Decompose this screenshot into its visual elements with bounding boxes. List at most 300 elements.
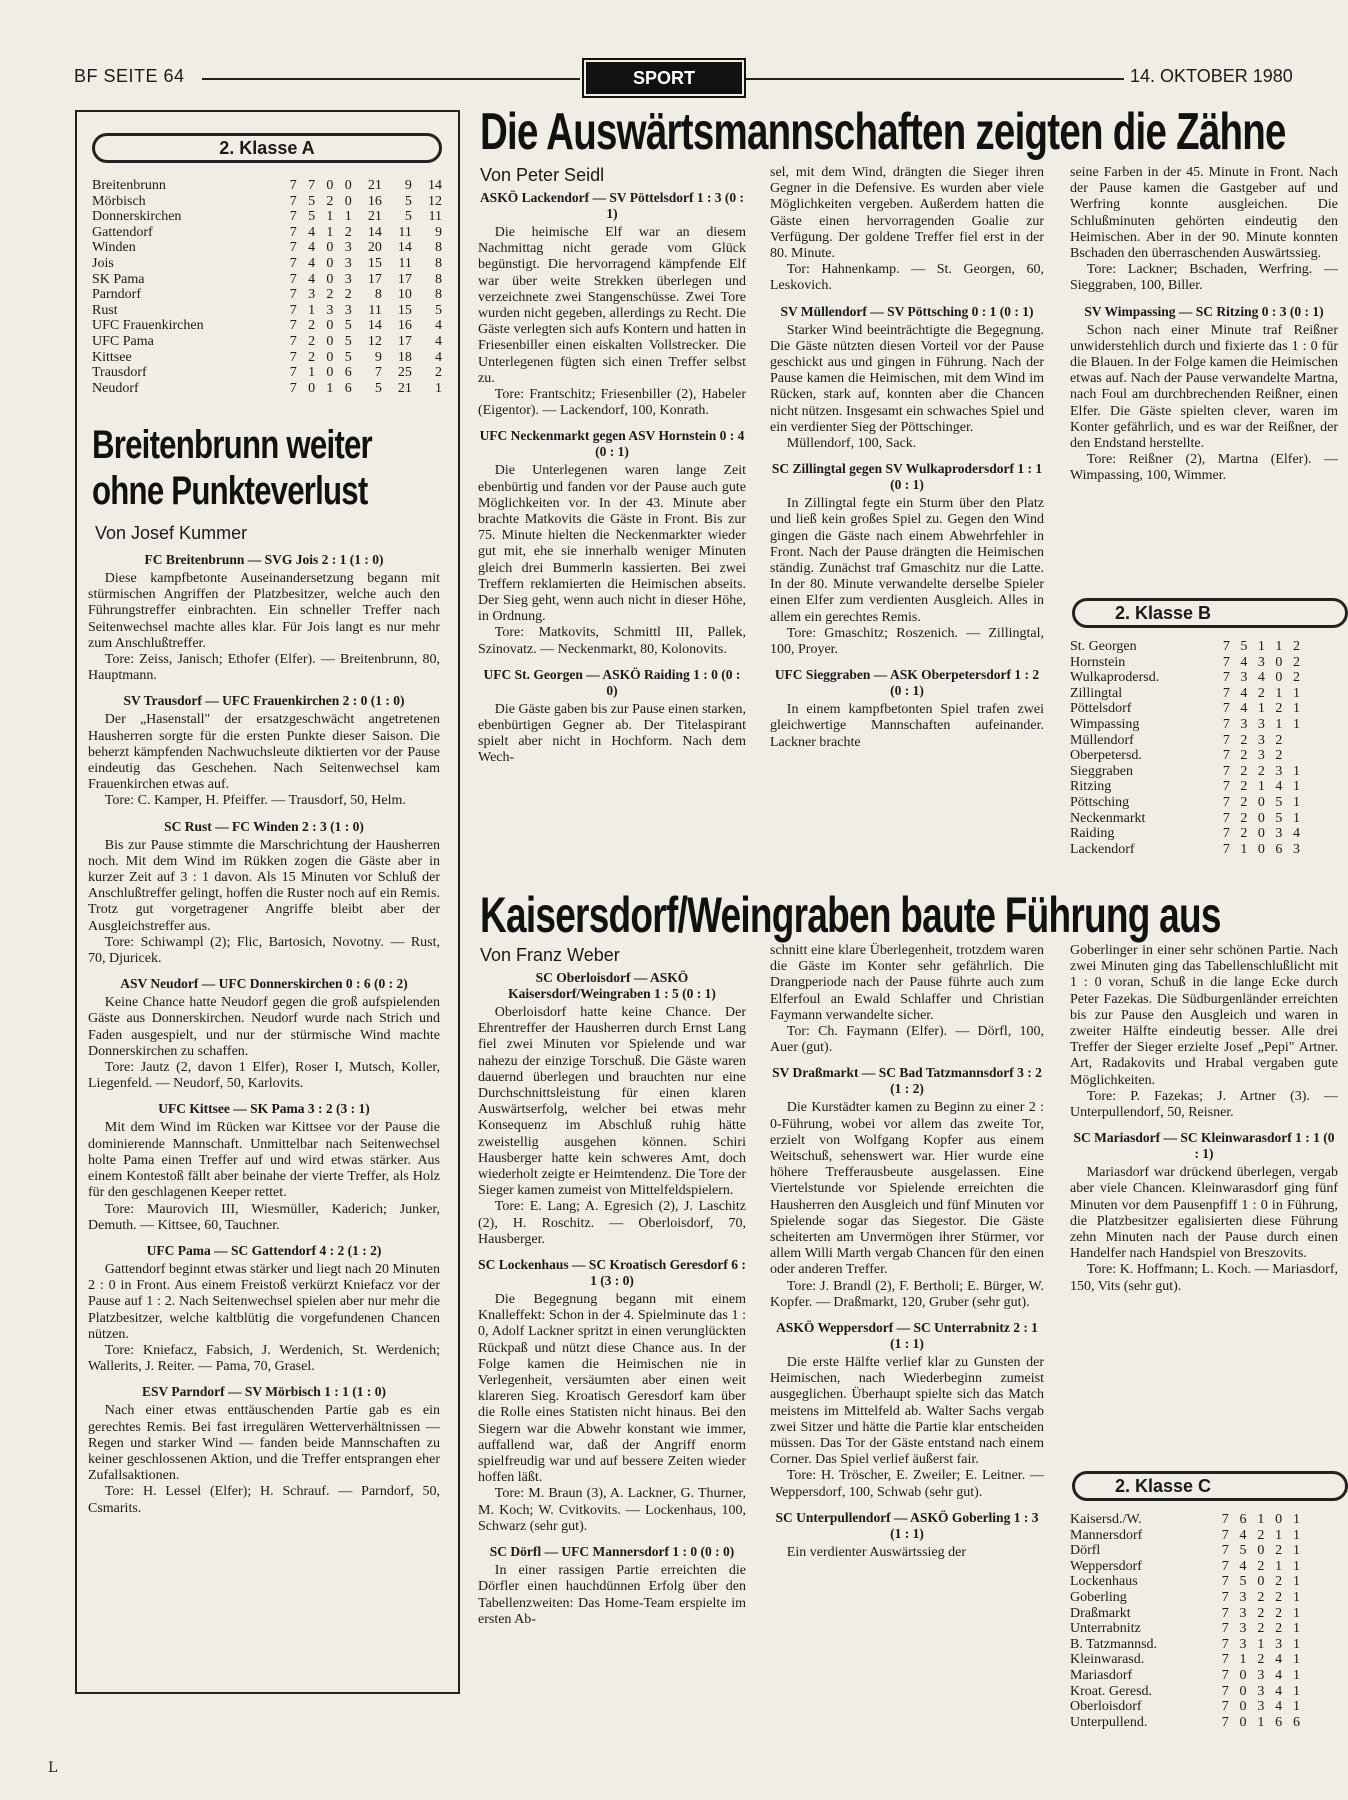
stat-cell: 1 (1293, 1512, 1300, 1527)
stat-cell: 1 (1239, 1652, 1247, 1668)
table-row (1070, 701, 1300, 717)
stat-cell: 1 (1293, 1543, 1300, 1559)
stat-cell: 1 (308, 365, 316, 381)
team-name: Lockenhaus (1070, 1574, 1138, 1590)
stat-cell: 4 (1239, 1527, 1247, 1543)
stat-cell: 4 (1240, 701, 1248, 717)
stat-cell: 2 (1240, 779, 1248, 795)
team-name: Hornstein (1070, 654, 1126, 670)
table-row (92, 303, 442, 319)
stat-cell: 21 (397, 380, 412, 396)
stat-cell: 5 (344, 333, 352, 349)
stat-cell: 4 (1293, 826, 1300, 842)
stat-cell: 2 (1240, 810, 1248, 826)
stat-cell (1282, 733, 1300, 749)
table-row (1070, 1621, 1300, 1637)
corner-mark: L (48, 1760, 58, 1776)
match-scorers: Tore: Frantschitz; Friesenbiller (2), Habeler (Eigentor). — Lackendorf, 100, Konrath. (478, 387, 746, 419)
table-row (1070, 779, 1300, 795)
stat-cell: 1 (326, 209, 334, 225)
table-row (1070, 1652, 1300, 1668)
stat-cell: 3 (1257, 1683, 1265, 1699)
stat-cell: 7 (1222, 841, 1230, 857)
stat-cell: 1 (1257, 1714, 1265, 1730)
stat-cell: 11 (428, 209, 442, 225)
stat-cell: 7 (308, 178, 316, 193)
stat-cell: 7 (1221, 1636, 1229, 1652)
match-scorers: Tore: Gmaschitz; Roszenich. — Zillingtal, 100, Proyer. (770, 625, 1044, 658)
stat-cell: 0 (1239, 1699, 1247, 1715)
stat-cell: 3 (1257, 748, 1265, 764)
klasse-b-table (1070, 639, 1300, 857)
stat-cell: 2 (1257, 763, 1265, 779)
stat-cell: 0 (1257, 794, 1265, 810)
stat-cell: 7 (1221, 1652, 1229, 1668)
match-heading: UFC Pama — SC Gattendorf 4 : 2 (1 : 2) (146, 1242, 382, 1258)
match-heading: SC Oberloisdorf — ASKÖ Kaisersdorf/Weingraben 1 : 5 (0 : 1) (508, 970, 716, 1001)
stat-cell: 7 (1221, 1605, 1229, 1621)
stat-cell: 1 (1293, 1683, 1300, 1699)
match-report: Schon nach einer Minute traf Reißner unwiderstehlich durch und fixierte das 1 : 0 für die Blauen. In der Folge kamen die Heimischen etwas auf. Nach der Pause verwandelte Martna, nach Foul am durchbrechenden Reißner, einen Elfer. Die Gäste spielten clever, waren im Konter gefährlich, und es war der Reißner, der den Endstand herstellte. (1070, 322, 1338, 452)
stat-cell: 7 (1222, 639, 1230, 654)
stat-cell: 2 (1257, 685, 1265, 701)
team-name: St. Georgen (1070, 639, 1137, 654)
article-b-column-1 (478, 190, 746, 900)
stat-cell: 2 (1257, 1558, 1265, 1574)
match-scorers: Tore: H. Tröscher, E. Zweiler; E. Leitner. — Weppersdorf, 100, Schwab (sehr gut). (770, 1468, 1044, 1500)
stat-cell: 1 (1293, 1558, 1300, 1574)
stat-cell: 3 (1275, 1636, 1283, 1652)
stat-cell: 20 (367, 240, 382, 256)
stat-cell: 0 (344, 178, 352, 193)
match-scorers: Tore: M. Braun (3), A. Lackner, G. Thurner, M. Koch; W. Cvitkovits. — Lockenhaus, 100, Schwarz (sehr gut). (478, 1486, 746, 1534)
stat-cell: 7 (1222, 763, 1230, 779)
match-heading: UFC St. Georgen — ASKÖ Raiding 1 : 0 (0 : 0) (483, 666, 741, 698)
match-scorers: Tore: Jautz (2, davon 1 Elfer), Roser I, Mutsch, Koller, Liegenfeld. — Neudorf, 50, Karlovits. (88, 1060, 440, 1092)
stat-cell: 3 (326, 302, 334, 318)
match-heading: UFC Sieggraben — ASK Oberpetersdorf 1 : 2 (0 : 1) (774, 667, 1040, 699)
stat-cell: 1 (1275, 639, 1283, 654)
stat-cell: 17 (397, 333, 412, 349)
table-row (92, 334, 442, 350)
stat-cell: 2 (344, 287, 352, 303)
stat-cell: 3 (1239, 1636, 1247, 1652)
stat-cell: 7 (1222, 794, 1230, 810)
stat-cell: 2 (1257, 1527, 1265, 1543)
match-heading: ESV Parndorf — SV Mörbisch 1 : 1 (1 : 0) (141, 1384, 386, 1400)
stat-cell: 8 (435, 287, 442, 303)
stat-cell: 5 (1275, 810, 1283, 826)
stat-cell: 0 (1257, 1543, 1265, 1559)
table-row (1070, 1512, 1300, 1528)
team-name: Lackendorf (1070, 841, 1135, 857)
team-name: Müllendorf (1070, 732, 1134, 748)
stat-cell: 7 (1222, 716, 1230, 732)
team-name: Kroat. Geresd. (1070, 1683, 1153, 1699)
stat-cell: 11 (398, 255, 412, 271)
stat-cell: 11 (368, 302, 382, 318)
stat-cell: 7 (1221, 1512, 1229, 1527)
team-name: UFC Pama (92, 333, 154, 349)
match-heading: ASKÖ Lackendorf — SV Pöttelsdorf 1 : 3 (0 : 1) (479, 190, 745, 221)
team-name: Mörbisch (92, 193, 146, 209)
stat-cell: 2 (1240, 732, 1248, 748)
table-row (1070, 1715, 1300, 1731)
stat-cell: 4 (1240, 685, 1248, 701)
stat-cell: 2 (1275, 1574, 1283, 1590)
article-b-headline: Die Auswärtsmannschaften zeigten die Zähne (480, 103, 1286, 161)
stat-cell: 3 (1257, 732, 1265, 748)
team-name: Unterpullend. (1070, 1714, 1148, 1730)
stat-cell: 7 (1221, 1574, 1229, 1590)
stat-cell: 7 (289, 240, 297, 256)
match-report: Die Kurstädter kamen zu Beginn zu einer 2 : 0-Führung, wobei vor allem das zweite Tor, erzielt von Wolfgang Kopfer aus einem Weitschuß, sehenswert war. Hier wurde eine höhere Trefferausbeute ausgelassen. Eine Viertelstunde vor Spielende erreichten die Hausherren den Ausgleich und fünf Minuten vor Spielende sogar das Siegestor. Die Gäste scheiterten am Unvermögen ihrer Stürmer, vor allem Willi Marth vergab Chancen für den einen oder anderen Treffer. (770, 1100, 1044, 1278)
header-rule-right (746, 78, 1124, 80)
stat-cell: 1 (1293, 716, 1300, 732)
stat-cell: 2 (308, 333, 316, 349)
team-name: Kaisersd./W. (1070, 1512, 1142, 1527)
stat-cell: 7 (289, 209, 297, 225)
stat-cell: 1 (326, 224, 334, 240)
stat-cell: 14 (367, 224, 382, 240)
team-name: Wimpassing (1070, 716, 1140, 732)
stat-cell: 0 (326, 240, 334, 256)
match-scorers: Tore: Lackner; Bschaden, Werfring. — Sieggraben, 100, Biller. (1070, 262, 1338, 294)
table-row (1070, 655, 1300, 671)
stat-cell: 11 (398, 224, 412, 240)
stat-cell: 1 (1257, 1512, 1265, 1527)
stat-cell: 14 (428, 178, 442, 193)
stat-cell: 2 (1275, 1543, 1283, 1559)
team-name: B. Tatzmannsd. (1070, 1636, 1158, 1652)
table-row (1070, 1684, 1300, 1700)
stat-cell: 2 (1275, 1589, 1283, 1605)
stat-cell: 7 (1222, 779, 1230, 795)
match-scorers: Tore: P. Fazekas; J. Artner (3). — Unterpullendorf, 50, Reisner. (1070, 1088, 1338, 1121)
stat-cell: 0 (326, 178, 334, 193)
team-name: Pöttelsdorf (1070, 701, 1132, 717)
table-row (92, 256, 442, 272)
stat-cell: 0 (344, 193, 352, 209)
table-row (1070, 764, 1300, 780)
match-heading: FC Breitenbrunn — SVG Jois 2 : 1 (1 : 0) (144, 552, 384, 567)
table-row (92, 225, 442, 241)
team-name: Rust (92, 302, 118, 318)
team-name: Neudorf (92, 380, 139, 396)
match-heading: SC Rust — FC Winden 2 : 3 (1 : 0) (164, 818, 364, 834)
team-name: Kleinwarasd. (1070, 1652, 1145, 1668)
stat-cell: 3 (1275, 763, 1283, 779)
table-row (92, 365, 442, 381)
stat-cell: 7 (374, 365, 382, 381)
stat-cell: 1 (1275, 716, 1283, 732)
stat-cell: 1 (1293, 1667, 1300, 1683)
team-name: Neckenmarkt (1070, 810, 1146, 826)
stat-cell: 7 (1221, 1683, 1229, 1699)
stat-cell: 2 (344, 224, 352, 240)
stat-cell: 1 (1257, 779, 1265, 795)
stat-cell: 1 (1275, 685, 1283, 701)
table-row (1070, 1543, 1300, 1559)
match-report: sel, mit dem Wind, drängten die Sieger ihren Gegner in die Defensive. Es wurden aber viele Möglichkeiten vergeben. Außerdem hatten die Gäste einen hervorragenden Goalie zur Verfügung. Der goldene Treffer fiel erst in der 80. Minute. (770, 165, 1044, 262)
stat-cell: 0 (1239, 1714, 1247, 1730)
stat-cell: 9 (374, 349, 382, 365)
stat-cell: 0 (1275, 1512, 1283, 1527)
match-heading: SC Zillingtal gegen SV Wulkaprodersdorf 1 : 1 (0 : 1) (771, 461, 1043, 493)
stat-cell: 14 (397, 240, 412, 256)
stat-cell: 7 (289, 271, 297, 287)
table-row (1070, 1637, 1300, 1653)
stat-cell: 0 (1239, 1683, 1247, 1699)
team-name: Goberling (1070, 1589, 1127, 1605)
match-report: Mit dem Wind im Rücken war Kittsee vor der Pause die dominierende Mannschaft. Unmittelbar nach Seitenwechsel holte Pama einen Treffer auf und wird etwas stärker. Aus einem Kontestoß fällt aber beinahe der vierte Treffer, als Holz für den geschlagenen Keeper rettet. (88, 1120, 440, 1201)
match-scorers: Tore: E. Lang; A. Egresich (2), J. Laschitz (2), H. Roschitz. — Oberloisdorf, 70, Hausberger. (478, 1199, 746, 1247)
stat-cell: 6 (1275, 1714, 1283, 1730)
team-name: Oberloisdorf (1070, 1699, 1142, 1715)
table-row (92, 194, 442, 210)
table-row (1070, 1699, 1300, 1715)
stat-cell: 7 (1221, 1558, 1229, 1574)
stat-cell: 0 (1257, 826, 1265, 842)
stat-cell: 1 (308, 302, 316, 318)
stat-cell: 2 (1275, 1621, 1283, 1637)
stat-cell: 7 (289, 349, 297, 365)
match-report: Diese kampfbetonte Auseinandersetzung begann mit stürmischen Angriffen der Platzbesitzer, welche auch den Führungstreffer einbrachten. Ein schneller Treffer nach Seitenwechsel machte alles klar. Für Jois langt es nur mehr zum Anschlußtreffer. (88, 571, 440, 651)
team-name: Gattendorf (92, 224, 153, 240)
match-report: Oberloisdorf hatte keine Chance. Der Ehrentreffer der Hausherren durch Ernst Lang fiel zwei Minuten vor Spielende und war nahezu der einzige Torschuß. Die Gäste waren dauernd überlegen und brauchten nur eine Durchschnittsleistung für einen klaren Auswärtserfolg, welcher bei etwas mehr Konsequenz im Abschluß ruhig hätte zweistellig ausgehen können. Schiri Hausberger hatte kein schweres Amt, doch wiederholt zeigte er Heimtendenz. Die Tore der Sieger kamen zumeist von Mittelfeldspielern. (478, 1005, 746, 1199)
stat-cell: 7 (1222, 654, 1230, 670)
stat-cell: 3 (1239, 1589, 1247, 1605)
match-report: Der „Hasenstall" der ersatzgeschwächt angetretenen Hausherren sorgte für die ersten Punkte dieser Saison. Die beherzt kämpfenden Nachwuchsleute diktierten vor der Pause eindeutig das Geschehen. Nach Seitenwechsel kam Frauenkirchen etwas auf. (88, 712, 440, 793)
team-name: Donnerskirchen (92, 209, 182, 225)
klasse-b-title: 2. Klasse B (1072, 598, 1348, 628)
match-report: Ein verdienter Auswärtssieg der (786, 1544, 967, 1560)
match-scorers: Tore: Reißner (2), Martna (Elfer). — Wimpassing, 100, Wimmer. (1070, 452, 1338, 484)
table-row (1070, 670, 1300, 686)
stat-cell: 5 (1239, 1574, 1247, 1590)
stat-cell: 8 (374, 287, 382, 303)
stat-cell: 7 (1221, 1714, 1229, 1730)
stat-cell: 4 (1240, 654, 1248, 670)
stat-cell: 12 (367, 333, 382, 349)
match-heading: SC Lockenhaus — SC Kroatisch Geresdorf 6 : 1 (3 : 0) (478, 1257, 746, 1289)
stat-cell: 9 (435, 224, 442, 240)
match-scorers: Tore: Maurovich III, Wiesmüller, Kaderich; Junker, Demuth. — Kittsee, 60, Tauchner. (88, 1201, 440, 1233)
stat-cell: 18 (397, 349, 412, 365)
team-name: Dörfl (1070, 1543, 1101, 1559)
stat-cell: 15 (367, 255, 382, 271)
stat-cell: 14 (367, 318, 382, 334)
stat-cell: 6 (344, 365, 352, 381)
match-report: Die Begegnung begann mit einem Knalleffekt: Schon in der 4. Spielminute das 1 : 0, Adolf Lackner spritzt in einen verunglückten Rückpaß und nützt diese Chance aus. In der Folge kamen die Heimischen nie in Verlegenheit, versäumten aber einen weit klareren Sieg. Kroatisch Geresdorf kam über die Rolle eines Statisten nicht hinaus. Bei den Siegern war die Abwehr konstant wie immer, auffallend war, daß der Angriff enorm spielfreudig war und auf bessere Zeiten wieder hoffen läßt. (478, 1292, 746, 1486)
stat-cell: 0 (326, 349, 334, 365)
stat-cell: 4 (435, 318, 442, 334)
stat-cell: 8 (435, 240, 442, 256)
stat-cell: 1 (1257, 1636, 1265, 1652)
article-c-headline-wrap (476, 880, 1289, 950)
klasse-c-wrap (1068, 1468, 1300, 1740)
stat-cell: 0 (1257, 810, 1265, 826)
stat-cell: 7 (289, 380, 297, 396)
stat-cell: 3 (344, 271, 352, 287)
match-scorers: Tore: C. Kamper, H. Pfeiffer. — Trausdorf, 50, Helm. (104, 793, 406, 809)
stat-cell: 0 (1275, 654, 1283, 670)
match-scorers: Müllendorf, 100, Sack. (786, 436, 917, 452)
stat-cell: 7 (1221, 1699, 1229, 1715)
stat-cell: 5 (404, 209, 412, 225)
table-row (1070, 639, 1300, 655)
klasse-c-title: 2. Klasse C (1072, 1471, 1348, 1501)
article-a-column (88, 552, 440, 1684)
klasse-a-title: 2. Klasse A (92, 133, 442, 163)
stat-cell: 7 (1222, 810, 1230, 826)
team-name: Wulkaprodersd. (1070, 670, 1160, 686)
table-row (1070, 795, 1300, 811)
stat-cell: 7 (1221, 1667, 1229, 1683)
article-a-byline: Von Josef Kummer (95, 523, 248, 543)
match-report: Nach einer etwas enttäuschenden Partie gab es ein gerechtes Remis. Bei fast irregulären Wetterverhältnissen — Regen und starker Wind — fanden beide Mannschaften zu keiner geschlossenen Aktion, und die Treffer entsprangen eher Zufallsaktionen. (88, 1403, 440, 1484)
stat-cell: 4 (308, 240, 316, 256)
stat-cell: 7 (289, 193, 297, 209)
match-heading: SC Unterpullendorf — ASKÖ Goberling 1 : 3 (1 : 1) (775, 1509, 1039, 1541)
stat-cell: 3 (344, 255, 352, 271)
stat-cell: 21 (367, 178, 382, 193)
article-a-headline-1: Breitenbrunn weiter (92, 423, 372, 467)
table-row (1070, 733, 1300, 749)
stat-cell: 0 (1257, 841, 1265, 857)
article-b-column-3-wrap (1068, 165, 1338, 585)
stat-cell (1282, 748, 1300, 764)
stat-cell: 1 (1257, 701, 1265, 717)
match-scorers: Tore: K. Hoffmann; L. Koch. — Mariasdorf, 150, Vits (sehr gut). (1070, 1262, 1338, 1294)
team-name: Raiding (1070, 826, 1115, 842)
stat-cell: 8 (435, 255, 442, 271)
table-row (92, 240, 442, 256)
header-rule-left (202, 78, 580, 80)
article-c-column-2 (770, 943, 1044, 1760)
team-name: Ritzing (1070, 779, 1112, 795)
table-row (92, 287, 442, 303)
stat-cell: 3 (1239, 1605, 1247, 1621)
team-name: Oberpetersd. (1070, 748, 1142, 764)
stat-cell: 2 (1275, 732, 1283, 748)
stat-cell: 1 (435, 380, 442, 396)
match-scorers: Tore: Matkovits, Schmittl III, Pallek, Szinovatz. — Neckenmarkt, 80, Kolonovits. (478, 625, 746, 657)
stat-cell: 1 (1240, 841, 1248, 857)
stat-cell: 7 (289, 302, 297, 318)
stat-cell: 0 (326, 271, 334, 287)
stat-cell: 7 (1222, 748, 1230, 764)
table-row (92, 318, 442, 334)
section-badge: SPORT (586, 62, 742, 94)
match-report: In einem kampfbetonten Spiel trafen zwei gleichwertige Mannschaften aufeinander. Lackner brachte (770, 702, 1044, 750)
stat-cell: 2 (308, 318, 316, 334)
stat-cell: 0 (326, 318, 334, 334)
match-report: seine Farben in der 45. Minute in Front. Nach der Pause kamen die Gastgeber auf und Werfring konnte ausgleichen. Die Schlußminuten gehörten eindeutig den Heimischen. Aber in der 90. Minute konnten Bschaden den überraschenden Auswärtssieg. (1070, 165, 1338, 262)
stat-cell: 3 (1240, 670, 1248, 686)
stat-cell: 5 (435, 302, 442, 318)
match-report: Goberlinger in einer sehr schönen Partie. Nach zwei Minuten ging das Tabellenschlußlicht mit 1 : 0 voran, Schuß in die lange Ecke durch Peter Fazekas. Die Südburgenländer erreichten bis zur Pause den Ausgleich und waren in zweiter Hälfte eindeutig besser. Alle drei Treffer der Sieger erzielte Josef „Pepi" Artner. Art, Radakovits und Hrabal vergaben gute Möglichkeiten. (1070, 943, 1338, 1088)
stat-cell: 17 (367, 271, 382, 287)
table-row (92, 350, 442, 366)
stat-cell: 1 (1293, 701, 1300, 717)
article-a-headline-2: ohne Punkteverlust (92, 469, 368, 513)
match-heading: SV Wimpassing — SC Ritzing 0 : 3 (0 : 1) (1084, 303, 1324, 319)
article-b-column-3 (1070, 165, 1338, 485)
stat-cell: 7 (289, 365, 297, 381)
match-report: Die Gäste gaben bis zur Pause einen starken, ebenbürtigen Gegner ab. Der Titelaspirant spielt aber nicht in Hochform. Nach dem Wech- (478, 701, 746, 766)
match-report: Die Unterlegenen waren lange Zeit ebenbürtig und fanden vor der Pause auch gute Möglichkeiten vor. In der 43. Minute aber brachte Matkovits die Gäste in Front. Bis zur 75. Minute hielten die Neckenmarkter wieder gut mit, ehe sie innerhalb weniger Minuten gleich drei Bummerln kassierten. Bei zwei Treffern reklamierten die Heimischen abseits. Der Sieg geht, wenn auch nicht in dieser Höhe, in Ordnung. (478, 463, 746, 625)
match-report: Bis zur Pause stimmte die Marschrichtung der Hausherren noch. Mit dem Wind im Rükken zogen die Gäste aber in kurzer Zeit auf 3 : 1 davon. Als 15 Minuten vor Schluß der Anschlußtreffer gelingt, hoffen die Ruster noch auf ein Remis. Trotz gut vorgetragener Angriffe bleibt aber der Ausgleichstreffer aus. (88, 837, 440, 934)
article-c-column-3 (1070, 943, 1338, 1295)
article-b-column-2 (770, 165, 1044, 900)
team-name: Mariasdorf (1070, 1667, 1133, 1683)
stat-cell: 6 (1293, 1714, 1300, 1730)
stat-cell: 7 (289, 333, 297, 349)
stat-cell: 2 (308, 349, 316, 365)
stat-cell: 1 (1293, 1621, 1300, 1637)
table-row (1070, 748, 1300, 764)
stat-cell: 7 (1221, 1589, 1229, 1605)
stat-cell: 16 (397, 318, 412, 334)
stat-cell: 4 (308, 255, 316, 271)
stat-cell: 1 (1293, 1699, 1300, 1715)
table-row (1070, 842, 1300, 858)
team-name: UFC Frauenkirchen (92, 318, 204, 334)
article-b-byline: Von Peter Seidl (480, 165, 605, 185)
stat-cell: 2 (1275, 701, 1283, 717)
stat-cell: 2 (1240, 748, 1248, 764)
stat-cell: 6 (344, 380, 352, 396)
stat-cell: 15 (397, 302, 412, 318)
table-row (1070, 826, 1300, 842)
stat-cell: 1 (326, 380, 334, 396)
stat-cell: 16 (367, 193, 382, 209)
table-row (1070, 1574, 1300, 1590)
stat-cell: 7 (289, 178, 297, 193)
stat-cell: 4 (1257, 670, 1265, 686)
stat-cell: 21 (367, 209, 382, 225)
team-name: Winden (92, 240, 136, 256)
team-name: Mannersdorf (1070, 1527, 1143, 1543)
match-heading: SC Mariasdorf — SC Kleinwarasdorf 1 : 1 (0 : 1) (1073, 1130, 1335, 1162)
stat-cell: 5 (308, 193, 316, 209)
match-heading: SV Trausdorf — UFC Frauenkirchen 2 : 0 (1 : 0) (123, 693, 405, 709)
team-name: Jois (92, 255, 114, 271)
match-report: Starker Wind beeinträchtigte die Begegnung. Die Gäste nützten diesen Vorteil vor der Pause geschickt aus und gingen in Führung. Nach der Pause kamen die Heimischen, mit dem Wind im Rücken, stark auf, konnten aber die Chancen nicht nützen. Insgesamt ein schwaches Spiel und ein verdienter Sieg der Pöttschinger. (770, 322, 1044, 435)
match-scorers: Tore: Kniefacz, Fabsich, J. Werdenich, St. Werdenich; Wallerits, J. Reiter. — Pama, 70, Grasel. (88, 1342, 440, 1375)
stat-cell: 1 (1293, 779, 1300, 795)
stat-cell: 3 (344, 240, 352, 256)
stat-cell: 3 (1257, 654, 1265, 670)
stat-cell: 6 (1239, 1512, 1247, 1527)
stat-cell: 6 (1275, 841, 1283, 857)
stat-cell: 1 (1293, 1574, 1300, 1590)
table-row (92, 209, 442, 225)
stat-cell: 1 (1293, 1652, 1300, 1668)
stat-cell: 1 (344, 209, 352, 225)
match-report: Keine Chance hatte Neudorf gegen die groß aufspielenden Gäste aus Donnerskirchen. Neudorf wurde nach Strich und Faden ausgespielt, und nur der stürmische Wind machte Donnerskirchen zu schaffen. (88, 995, 440, 1059)
match-scorers: Tor: Ch. Faymann (Elfer). — Dörfl, 100, Auer (gut). (770, 1024, 1044, 1056)
match-heading: SC Dörfl — UFC Mannersdorf 1 : 0 (0 : 0) (489, 1544, 735, 1560)
klasse-b-wrap (1068, 595, 1300, 865)
table-row (92, 272, 442, 288)
stat-cell: 1 (1275, 1558, 1283, 1574)
stat-cell: 2 (1293, 670, 1300, 686)
stat-cell: 2 (1240, 794, 1248, 810)
stat-cell: 4 (435, 349, 442, 365)
stat-cell: 0 (1239, 1667, 1247, 1683)
